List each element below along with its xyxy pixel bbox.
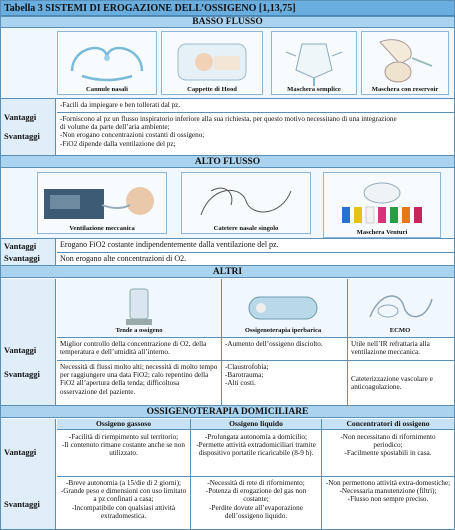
caption-maschera-venturi: Maschera Venturi	[356, 229, 408, 236]
dom-line: -Prolungata autonomia a domicilio;	[204, 433, 307, 441]
caption-tende-ossigeno: Tende a ossigeno	[115, 327, 163, 334]
dom-line: -Flusso non sempre preciso.	[347, 495, 429, 504]
altri-svantaggi-tende: Necessità di flussi molto alti; necessità di molto tempo per raggiungere una data FiO2; calo repentino della FiO2 all’apertura della tenda; difficoltosa osservazione del paziente.	[60, 363, 218, 396]
basso-svantaggi-line: -Non erogano concentrazioni costanti di ossigeno;	[60, 131, 205, 140]
altri-vantaggi-iperbarica: -Aumento dell’ossigeno disciolto.	[225, 340, 323, 348]
dom-line: -Il contenuto rimane costante anche se non utilizzato.	[62, 441, 185, 458]
dom-line: -Non necessitano di rifornimento periodico;	[340, 433, 436, 450]
label-svantaggi: Svantaggi	[4, 499, 40, 509]
image-tende-ossigeno	[59, 281, 219, 335]
basso-svantaggi-line: -FiO2 dipende dalla ventilazione del pz;	[60, 139, 176, 148]
col-concentratori: Concentratori di ossigeno	[322, 419, 454, 430]
image-ecmo	[349, 281, 451, 335]
col-ossigeno-gassoso: Ossigeno gassoso	[57, 419, 190, 430]
oxygen-tent-icon	[114, 287, 164, 327]
altri-labels	[1, 279, 56, 405]
basso-labels	[1, 99, 56, 155]
nasal-cannula-icon	[62, 36, 152, 86]
alto-vantaggi-text: Erogano FiO2 costante indipendentemente dalla ventilazione del pz.	[60, 240, 279, 249]
label-svantaggi: Svantaggi	[4, 253, 40, 263]
section-header-altri: ALTRI	[1, 265, 454, 278]
altri-vantaggi-ecmo: Utile nell’IR refrattaria alla ventilazione meccanica.	[351, 340, 430, 357]
reservoir-mask-icon	[370, 36, 440, 86]
caption-ecmo: ECMO	[389, 327, 411, 334]
label-svantaggi: Svantaggi	[4, 131, 40, 141]
image-cappette-hood	[161, 31, 263, 95]
dom-line: -Necessaria manutenzione (filtri);	[339, 487, 437, 496]
mechanical-ventilation-icon	[42, 181, 162, 225]
alto-flusso-images	[1, 168, 454, 238]
section-header-domiciliare: OSSIGENOTERAPIA DOMICILIARE	[1, 405, 454, 418]
basso-svantaggi-line: -Forniscono al pz un flusso inspiratorio inferiore alla sua richiesta, per questo motivo necessitano di una integrazione	[60, 115, 397, 123]
label-svantaggi: Svantaggi	[4, 369, 40, 379]
image-maschera-semplice	[271, 31, 357, 95]
nasal-catheter-icon	[191, 181, 301, 225]
dom-line: -Permette attività extradomiciliari tramite dispositivo portatile ricaricabile (8-9 h).	[196, 441, 316, 458]
dom-svantaggi-gassoso	[57, 477, 190, 529]
basso-svantaggi-text	[57, 113, 454, 155]
dom-line: -Grande peso e dimensioni con uso limitato a pz confinati a casa;	[60, 487, 187, 504]
caption-maschera-semplice: Maschera semplice	[287, 86, 341, 93]
altri-svantaggi-line: -Claustrofobia;	[225, 363, 269, 371]
altri-vantaggi-tende: Miglior controllo della concentrazione di O2, della temperatura e dell’umidità all’interno.	[60, 340, 207, 357]
altri-svantaggi-line: -Barotrauma;	[225, 371, 264, 380]
caption-cappette-hood: Cappette di Hood	[187, 86, 237, 93]
label-vantaggi: Vantaggi	[4, 345, 37, 355]
image-maschera-venturi	[323, 172, 441, 238]
altri-svantaggi-line: -Alti costi.	[225, 379, 256, 388]
caption-ventilazione-meccanica: Ventilazione meccanica	[69, 225, 135, 232]
table-title: Tabella 3 SISTEMI DI EROGAZIONE DELL’OSSIGENO [1,13,75]	[1, 1, 454, 16]
dom-svantaggi-concentratori	[322, 477, 454, 529]
venturi-mask-icon	[328, 181, 436, 229]
altri-svantaggi-ecmo: Cateterizzazione vascolare e anticoagulazione.	[351, 375, 433, 392]
alto-svantaggi-text: Non erogano alte concentrazioni di O2.	[60, 254, 187, 263]
image-catetere-nasale	[181, 172, 311, 234]
caption-maschera-reservoir: Maschera con reservoir	[371, 86, 439, 93]
basso-flusso-images	[1, 28, 454, 98]
alto-labels	[1, 239, 56, 265]
dom-line: -Perdite dovute all’evaporazione dell’ossigeno liquido.	[209, 503, 303, 520]
label-vantaggi: Vantaggi	[4, 112, 37, 122]
dom-vantaggi-gassoso	[57, 431, 190, 475]
dom-line: -Potenza di erogazione del gas non costante;	[205, 487, 307, 504]
section-header-alto-flusso: ALTO FLUSSO	[1, 155, 454, 168]
ecmo-icon	[360, 287, 440, 327]
dom-vantaggi-liquido	[191, 431, 321, 475]
image-cannule-nasali	[57, 31, 157, 95]
label-vantaggi: Vantaggi	[4, 447, 37, 457]
dom-line: -Non permettono attività extra-domestiche;	[325, 479, 451, 487]
section-header-basso-flusso: BASSO FLUSSO	[1, 16, 454, 28]
dom-line: -Incompatibile con qualsiasi attività extradomestica.	[71, 503, 176, 520]
basso-svantaggi-line: di volume da parte dell’aria ambiente;	[60, 123, 170, 132]
dom-line: -Facilmente spostabili in casa.	[344, 449, 432, 458]
dom-line: -Breve autonomia (a 15/die di 2 giorni);	[66, 479, 181, 487]
col-ossigeno-liquido: Ossigeno liquido	[191, 419, 321, 430]
caption-catetere-nasale: Catetere nasale singolo	[213, 225, 279, 232]
dom-vantaggi-concentratori	[322, 431, 454, 475]
image-ventilazione-meccanica	[37, 172, 167, 234]
label-vantaggi: Vantaggi	[4, 241, 37, 251]
basso-vantaggi-text: -Facili da impiegare e ben tollerati dal pz.	[60, 101, 181, 109]
simple-mask-icon	[284, 36, 344, 86]
image-ossigenoterapia-iperbarica	[223, 281, 343, 335]
dom-svantaggi-liquido	[191, 477, 321, 529]
caption-cannule-nasali: Cannule nasali	[86, 86, 128, 93]
altri-svantaggi-iperbarica	[222, 361, 347, 405]
domiciliare-labels	[1, 419, 56, 529]
oxygen-hood-icon	[168, 36, 256, 86]
dom-line: -Facilità di riempimento sul territorio;	[68, 433, 179, 441]
hyperbaric-chamber-icon	[243, 287, 323, 327]
altri-images	[57, 279, 454, 337]
caption-ossigenoterapia-iperbarica: Ossigenoterapia iperbarica	[244, 327, 322, 334]
dom-line: -Necessità di rete di rifornimento;	[207, 479, 305, 487]
image-maschera-reservoir	[361, 31, 449, 95]
